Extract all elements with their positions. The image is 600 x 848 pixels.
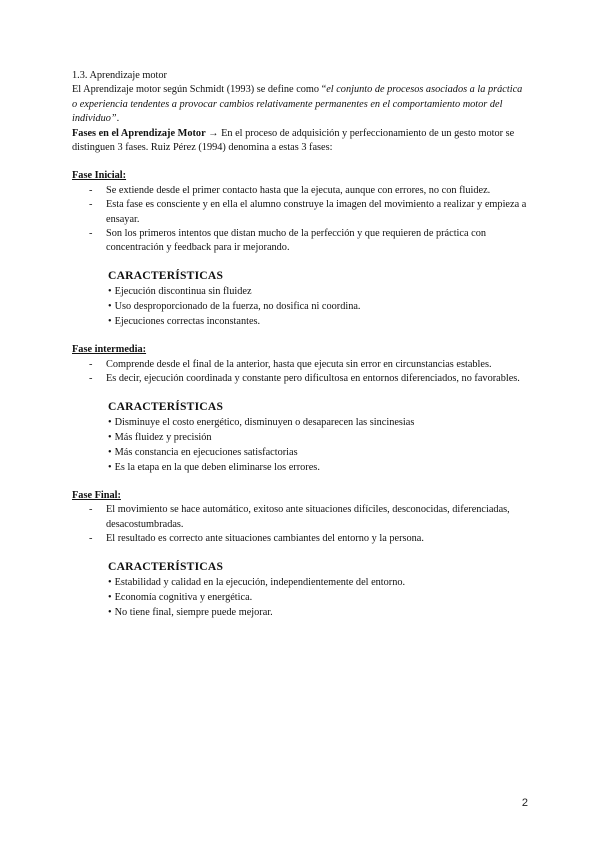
intro-text: El Aprendizaje motor según Schmidt (1993) se define como “ [72,84,327,96]
characteristic-item [108,314,527,329]
characteristic-item [108,575,527,590]
characteristic-text: Ejecuciones correctas inconstantes. [114,316,261,328]
characteristics-title: CARACTERÍSTICAS [108,268,224,282]
characteristic-item [108,590,527,605]
phase-point: - Es decir, ejecución coordinada y constante pero dificultosa en entornos diferenciados, no favorables. [72,372,527,386]
bullet-icon: • [108,431,112,443]
intro-end: . [116,113,120,125]
document-page [72,69,527,620]
characteristics-title: CARACTERÍSTICAS [108,399,224,413]
characteristic-text: Economía cognitiva y energética. [114,591,253,603]
characteristic-item [108,299,527,314]
bullet-icon: • [108,606,112,618]
characteristic-text: Es la etapa en la que deben eliminarse los errores. [114,461,320,473]
section-title: 1.3. Aprendizaje motor [72,70,167,81]
phase-point: - El movimiento se hace automático, exitoso ante situaciones difíciles, desconocidas, diferenciadas, desacostumbradas. [72,503,527,532]
bullet-icon: • [108,446,112,458]
phase-point: - Comprende desde el final de la anterior, hasta que ejecuta sin error en circunstancias estables. [72,358,527,372]
characteristics-title: CARACTERÍSTICAS [108,559,224,573]
characteristics-list-intermediate [108,415,527,475]
intro-quote: el conjunto de procesos asociados a la práctica o experiencia tendentes a provocar cambios relativamente permanentes en el comportamiento motor del individuo” [72,84,523,125]
characteristic-text: Ejecución discontinua sin fluidez [114,286,252,298]
phase-point: - Esta fase es consciente y en ella el alumno construye la imagen del movimiento a realizar y empieza a ensayar. [72,198,527,227]
characteristic-text: Más constancia en ejecuciones satisfactorias [114,446,298,458]
phases-intro-text: → En el proceso de adquisición y perfeccionamiento de un gesto motor se distinguen 3 fases. Ruiz Pérez (1994) denomina a estas 3 fases: [72,127,515,154]
phase-point: - Se extiende desde el primer contacto hasta que la ejecuta, aunque con errores, no con fluidez. [72,184,527,198]
phase-points-intermediate [72,358,527,387]
bullet-icon: • [108,286,112,298]
bullet-icon: • [108,591,112,603]
characteristics-list-final [108,575,527,620]
bullet-icon: • [108,576,112,588]
phase-title-intermediate: Fase intermedia: [72,344,147,356]
characteristic-text: Estabilidad y calidad en la ejecución, independientemente del entorno. [114,576,406,588]
characteristic-item [108,460,527,475]
bullet-icon: • [108,416,112,428]
bullet-icon: • [108,316,112,328]
phase-title-final: Fase Final: [72,489,121,501]
characteristic-item [108,430,527,445]
phase-points-final [72,503,527,546]
phase-points-initial [72,184,527,256]
characteristic-text: No tiene final, siempre puede mejorar. [114,606,273,618]
phase-point: - Son los primeros intentos que distan mucho de la perfección y que requieren de práctica con concentración y feedback para ir mejorando. [72,227,527,256]
phases-intro-heading: Fases en el Aprendizaje Motor [72,127,206,139]
intro-paragraph [72,83,527,126]
characteristic-text: Uso desproporcionado de la fuerza, no dosifica ni coordina. [114,301,361,313]
bullet-icon: • [108,301,112,313]
phase-title-initial: Fase Inicial: [72,170,127,182]
characteristic-item [108,284,527,299]
bullet-icon: • [108,461,112,473]
characteristics-list-initial [108,284,527,329]
characteristic-item [108,445,527,460]
characteristic-text: Disminuye el costo energético, disminuyen o desaparecen las sincinesias [114,416,415,428]
characteristic-item [108,415,527,430]
phase-point: - El resultado es correcto ante situaciones cambiantes del entorno y la persona. [72,532,527,546]
page-number: 2 [521,797,528,809]
characteristic-item [108,605,527,620]
characteristic-text: Más fluidez y precisión [114,431,212,443]
phases-intro [72,127,527,156]
